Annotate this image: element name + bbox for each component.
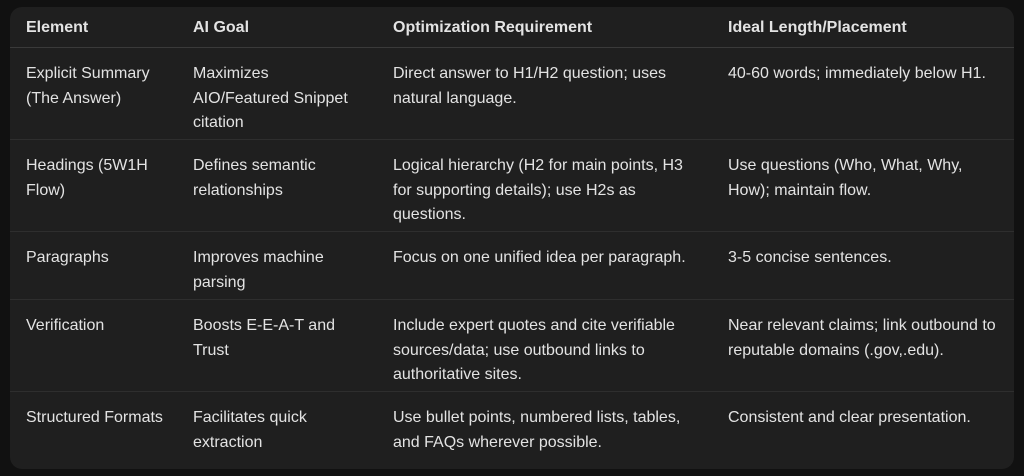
cell-element: Explicit Summary (The Answer)	[26, 65, 150, 107]
header-optimization-requirement: Optimization Requirement	[377, 7, 712, 48]
table-row	[10, 300, 1014, 392]
cell-ideal-length-placement: 3-5 concise sentences.	[728, 249, 892, 266]
cell-ai-goal: Facilitates quick extraction	[193, 409, 307, 451]
cell-ideal-length-placement: Near relevant claims; link outbound to reputable domains (.gov,.edu).	[728, 317, 996, 359]
cell-ideal-length-placement: 40-60 words; immediately below H1.	[728, 65, 986, 82]
optimization-table	[10, 7, 1014, 468]
cell-optimization-requirement: Focus on one unified idea per paragraph.	[393, 249, 686, 266]
table-row	[10, 140, 1014, 232]
table-header-row	[10, 7, 1014, 48]
table-row	[10, 48, 1014, 140]
cell-optimization-requirement: Include expert quotes and cite verifiable sources/data; use outbound links to authoritative sites.	[393, 317, 675, 383]
cell-optimization-requirement: Logical hierarchy (H2 for main points, H3 for supporting details); use H2s as questions.	[393, 157, 683, 223]
cell-ai-goal: Boosts E-E-A-T and Trust	[193, 317, 335, 359]
cell-ai-goal: Improves machine parsing	[193, 249, 324, 291]
header-element: Element	[10, 7, 177, 48]
header-ai-goal: AI Goal	[177, 7, 377, 48]
cell-optimization-requirement: Direct answer to H1/H2 question; uses natural language.	[393, 65, 667, 107]
cell-element: Paragraphs	[26, 249, 109, 266]
cell-optimization-requirement: Use bullet points, numbered lists, tables, and FAQs wherever possible.	[393, 409, 681, 451]
table-row	[10, 392, 1014, 468]
cell-ideal-length-placement: Use questions (Who, What, Why, How); maintain flow.	[728, 157, 963, 199]
cell-ai-goal: Defines semantic relationships	[193, 157, 316, 199]
cell-ai-goal: Maximizes AIO/Featured Snippet citation	[193, 65, 348, 131]
cell-element: Structured Formats	[26, 409, 163, 426]
header-ideal-length-placement: Ideal Length/Placement	[712, 7, 1014, 48]
cell-element: Verification	[26, 317, 105, 334]
table-container	[10, 7, 1014, 469]
cell-element: Headings (5W1H Flow)	[26, 157, 148, 199]
cell-ideal-length-placement: Consistent and clear presentation.	[728, 409, 971, 426]
table-row	[10, 232, 1014, 300]
